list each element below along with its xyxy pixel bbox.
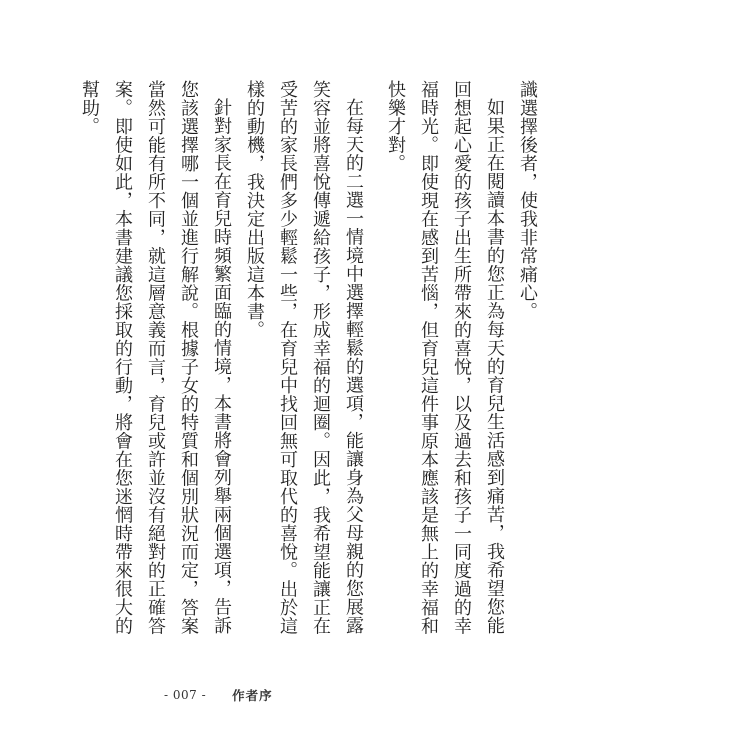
- paragraph: 如果正在閱讀本書的您正為每天的育兒生活感到痛苦，我希望您能回想起心愛的孩子出生所帶來的喜悅，以及過去和孩子一同度過的幸福時光。即使現在感到苦惱，但育兒這件事原本應該是無上的幸福和快樂才對。: [385, 80, 505, 635]
- page-footer: [164, 686, 273, 704]
- section-title: 作者序: [232, 688, 273, 703]
- page-number: - 007 -: [164, 688, 207, 702]
- body-text: [73, 80, 553, 640]
- paragraph-continuation: 識選擇後者，使我非常痛心。: [517, 80, 538, 321]
- paragraph: 在每天的二選一情境中選擇輕鬆的選項，能讓身為父母親的您展露笑容並將喜悅傳遞給孩子，形成幸福的迴圈。因此，我希望能讓正在受苦的家長們多少輕鬆一些，在育兒中找回無可取代的喜悅。出於這樣的動機，我決定出版這本書。: [244, 80, 364, 635]
- paragraph: 針對家長在育兒時頻繁面臨的情境，本書將會列舉兩個選項，告訴您該選擇哪一個並進行解說。根據子女的特質和個別狀況而定，答案當然可能有所不同，就這層意義而言，育兒或許並沒有絕對的正確答案。即使如此，本書建議您採取的行動，將會在您迷惘時帶來很大的幫助。: [79, 80, 232, 635]
